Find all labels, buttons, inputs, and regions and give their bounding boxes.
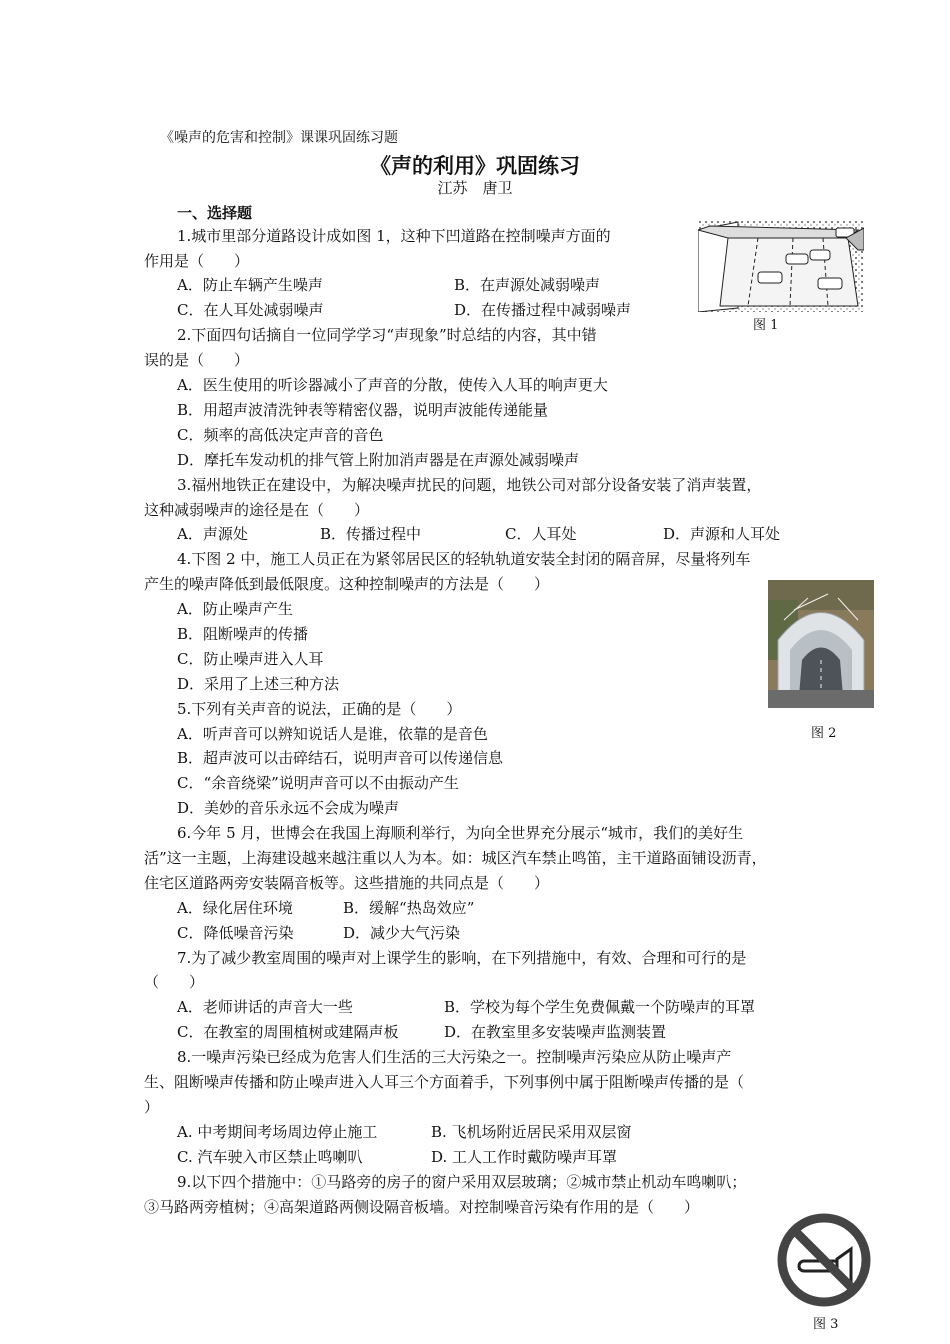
q6-option-c: C．降低噪音污染: [177, 924, 294, 942]
q7-text-cont: （ ）: [144, 973, 205, 991]
q2-option-c: C．频率的高低决定声音的音色: [177, 426, 384, 444]
q6-option-d: D．减少大气污染: [343, 924, 461, 942]
author: 江苏 唐卫: [437, 179, 513, 197]
q7-option-d: D．在教室里多安装噪声监测装置: [444, 1023, 667, 1041]
q5-option-b: B．超声波可以击碎结石，说明声音可以传递信息: [177, 749, 504, 767]
figure-3-caption: 图 3: [813, 1317, 839, 1332]
figure-2-caption: 图 2: [811, 726, 837, 741]
q6-option-a: A．绿化居住环境: [177, 899, 293, 917]
q1-option-a: A．防止车辆产生噪声: [177, 276, 323, 294]
q8-option-d: D. 工人工作时戴防噪声耳罩: [431, 1148, 618, 1166]
q6-text-cont-2: 住宅区道路两旁安装隔音板等。这些措施的共同点是（ ）: [144, 874, 550, 892]
q6-text: 6.今年 5 月，世博会在我国上海顺利举行，为向全世界充分展示“城市，我们的美好生: [177, 824, 744, 842]
figure-2-sound-barrier-photo: [768, 580, 874, 708]
q8-option-c: C. 汽车驶入市区禁止鸣喇叭: [177, 1148, 363, 1166]
q2-option-d: D．摩托车发动机的排气管上附加消声器是在声源处减弱噪声: [177, 451, 580, 469]
q8-text: 8.一噪声污染已经成为危害人们生活的三大污染之一。控制噪声污染应从防止噪声产: [177, 1048, 732, 1066]
q8-text-cont-2: ）: [144, 1098, 160, 1116]
q1-text: 1.城市里部分道路设计成如图 1，这种下凹道路在控制噪声方面的: [177, 227, 611, 245]
q7-option-a: A．老师讲话的声音大一些: [177, 998, 353, 1016]
q2-option-a: A．医生使用的听诊器减小了声音的分散，使传入人耳的响声更大: [177, 376, 608, 394]
figure-1-sunken-road: [698, 220, 864, 312]
q8-option-a: A. 中考期间考场周边停止施工: [177, 1123, 378, 1141]
q8-option-b: B. 飞机场附近居民采用双层窗: [431, 1123, 632, 1141]
q1-option-c: C．在人耳处减弱噪声: [177, 301, 324, 319]
q4-option-c: C．防止噪声进入人耳: [177, 650, 324, 668]
q9-text: 9.以下四个措施中：①马路旁的房子的窗户采用双层玻璃；②城市禁止机动车鸣喇叭；: [177, 1173, 747, 1191]
q5-option-a: A．听声音可以辨知说话人是谁，依靠的是音色: [177, 725, 488, 743]
q9-text-cont: ③马路两旁植树；④高架道路两侧设隔音板墙。对控制噪音污染有作用的是（ ）: [144, 1198, 700, 1216]
q3-option-a: A．声源处: [177, 525, 248, 543]
q6-option-b: B．缓解“热岛效应”: [343, 899, 475, 917]
q2-text-cont: 误的是（ ）: [144, 351, 250, 369]
q1-text-cont: 作用是（ ）: [144, 252, 250, 270]
q7-option-b: B．学校为每个学生免费佩戴一个防噪声的耳罩: [444, 998, 756, 1016]
page-title: 《声的利用》巩固练习: [370, 153, 580, 178]
q7-text: 7.为了减少教室周围的噪声对上课学生的影响，在下列措施中，有效、合理和可行的是: [177, 949, 747, 967]
section-title: 一、选择题: [177, 204, 253, 222]
q5-option-d: D．美妙的音乐永远不会成为噪声: [177, 799, 400, 817]
figure-3-no-horn-sign-icon: [777, 1213, 871, 1307]
q4-text-cont: 产生的噪声降低到最低限度。这种控制噪声的方法是（ ）: [144, 575, 550, 593]
q3-option-c: C．人耳处: [505, 525, 577, 543]
q3-text: 3.福州地铁正在建设中，为解决噪声扰民的问题，地铁公司对部分设备安装了消声装置，: [177, 476, 762, 494]
q2-text: 2.下面四句话摘自一位同学学习“声现象”时总结的内容，其中错: [177, 326, 597, 344]
q4-option-b: B．阻断噪声的传播: [177, 625, 309, 643]
series-title: 《噪声的危害和控制》课课巩固练习题: [160, 130, 398, 146]
q3-text-cont: 这种减弱噪声的途径是在（ ）: [144, 501, 370, 519]
q5-option-c: C．“余音绕梁”说明声音可以不由振动产生: [177, 774, 459, 792]
q4-text: 4.下图 2 中，施工人员正在为紧邻居民区的轻轨轨道安装全封闭的隔音屏，尽量将列车: [177, 550, 751, 568]
q8-text-cont: 生、阻断噪声传播和防止噪声进入人耳三个方面着手，下列事例中属于阻断噪声传播的是（: [144, 1073, 745, 1091]
q1-option-d: D．在传播过程中减弱噪声: [454, 301, 632, 319]
q6-text-cont: 活”这一主题，上海建设越来越注重以人为本。如：城区汽车禁止鸣笛，主干道路面铺设沥青，: [144, 849, 767, 867]
q3-option-b: B．传播过程中: [320, 525, 422, 543]
q5-text: 5.下列有关声音的说法，正确的是（ ）: [177, 700, 462, 718]
figure-1-caption: 图 1: [753, 318, 779, 333]
q4-option-d: D．采用了上述三种方法: [177, 675, 340, 693]
q1-option-b: B．在声源处减弱噪声: [454, 276, 601, 294]
q4-option-a: A．防止噪声产生: [177, 600, 293, 618]
q3-option-d: D．声源和人耳处: [663, 525, 781, 543]
q2-option-b: B．用超声波清洗钟表等精密仪器，说明声波能传递能量: [177, 401, 549, 419]
q7-option-c: C．在教室的周围植树或建隔声板: [177, 1023, 399, 1041]
